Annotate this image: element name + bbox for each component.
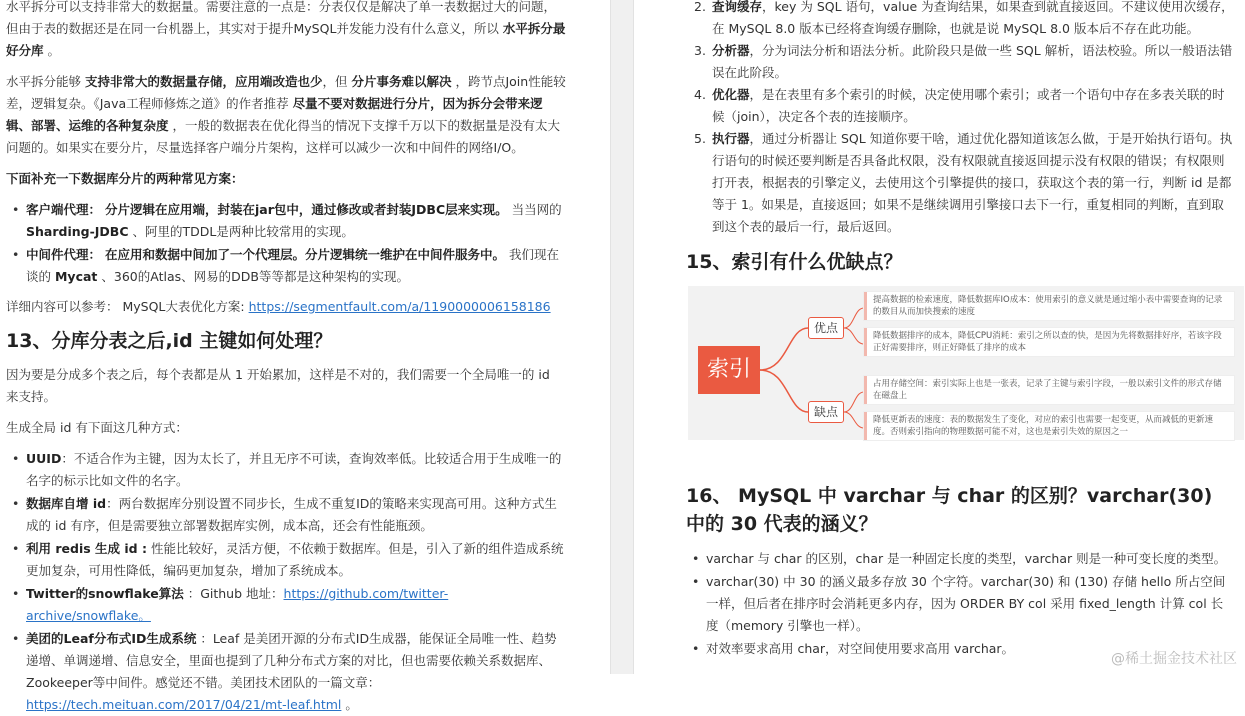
list-item: • 对效率要求高用 char，对空间使用要求高用 varchar。 bbox=[686, 638, 1235, 660]
paragraph-split-tradeoffs: 水平拆分能够 支持非常大的数据量存储，应用端改造也少，但 分片事务难以解决 ，跨节点Join性能较差，逻辑复杂。《Java工程师修炼之道》的作者推荐 尽量不要对数据进行分片，因为拆分会带来逻辑、部署、运维的各种复杂度 ，一般的数据表在优化得当的情况下支撑千万以下的数据量是没有太大问题的。如果实在要分片，尽量选择客户端分片架构，这样可以减少一次和中间件的网络I/O。 bbox=[6, 74, 566, 155]
mindmap-root: 索引 bbox=[698, 346, 760, 394]
list-item: • 利用 redis 生成 id : 性能比较好，灵活方便，不依赖于数据库。但是，引入了新的组件造成系统更加复杂，可用性降低，编码更加复杂，增加了系统成本。 bbox=[6, 538, 566, 582]
heading-13: 13、分库分表之后,id 主键如何处理？ bbox=[6, 330, 333, 352]
list-item: • 美团的Leaf分布式ID生成系统 ：Leaf 是美团开源的分布式ID生成器，能保证全局唯一性、趋势递增、单调递增、信息安全，里面也提到了几种分布式方案的对比，但也需要依赖关系数据库、Zookeeper等中间件。感觉还不错。美团技术团队的一篇文章：https://tech.meituan.com/2017/04/21/mt-leaf.html 。 bbox=[6, 628, 566, 716]
paragraph-sharding-intro: 下面补充一下数据库分片的两种常见方案： bbox=[6, 171, 244, 186]
mindmap-note-con-2: 降低更新表的速度：表的数据发生了变化，对应的索引也需要一起变更，从而减低的更新速度。否则索引指向的物理数据可能不对，这也是索引失效的原因之一 bbox=[864, 412, 1234, 440]
right-page bbox=[634, 0, 1245, 674]
heading-16: 16、 MySQL 中 varchar 与 char 的区别？varchar(30) 中的 30 代表的涵义？ bbox=[686, 485, 1213, 535]
varchar-list bbox=[686, 548, 1235, 660]
meituan-leaf-link[interactable]: https://tech.meituan.com/2017/04/21/mt-leaf.html bbox=[26, 697, 342, 712]
list-item: • 客户端代理： 分片逻辑在应用端，封装在jar包中，通过修改或者封装JDBC层来实现。 当当网的 Sharding-JDBC 、阿里的TDDL是两种比较常用的实现。 bbox=[6, 199, 566, 243]
list-item: 5. 执行器，通过分析器让 SQL 知道你要干啥，通过优化器知道该怎么做，于是开始执行语句。执行语句的时候还要判断是否具备此权限，没有权限就直接返回提示没有权限的错误；有权限则打开表，根据表的引擎定义，去使用这个引擎提供的接口，获取这个表的第一行，判断 id 是都等于 1。如果是，直接返回；如果不是继续调用引擎接口去下一行，重复相同的判断，直到取到这个表的最后一行，最后返回。 bbox=[694, 131, 1233, 234]
list-item: • 数据库自增 id：两台数据库分别设置不同步长，生成不重复ID的策略来实现高可用。这种方式生成的 id 有序，但是需要独立部署数据库实例，成本高，还会有性能瓶颈。 bbox=[6, 493, 566, 537]
mindmap-note-pro-2: 降低数据排序的成本，降低CPU消耗：索引之所以查的快，是因为先将数据排好序，若该字段正好需要排序，则正好降低了排序的成本 bbox=[864, 328, 1234, 356]
list-item: • varchar 与 char 的区别，char 是一种固定长度的类型，varchar 则是一种可变长度的类型。 bbox=[686, 548, 1235, 570]
list-item: • Twitter的snowflake算法 ：Github 地址：https://github.com/twitter-archive/snowflake。 bbox=[6, 583, 566, 627]
page-gutter bbox=[610, 0, 634, 674]
mindmap-node-cons: 缺点 bbox=[808, 401, 844, 423]
id-methods-list bbox=[6, 448, 566, 716]
list-item: 2. 查询缓存，key 为 SQL 语句，value 为查询结果，如果查到就直接返回。不建议使用次缓存，在 MySQL 8.0 版本已经将查询缓存删除，也就是说 MySQL 8.0 版本后不存在此功能。 bbox=[694, 0, 1234, 36]
list-item: 4. 优化器，是在表里有多个索引的时候，决定使用哪个索引；或者一个语句中存在多表关联的时候（join），决定各个表的连接顺序。 bbox=[694, 87, 1225, 124]
index-mindmap bbox=[688, 286, 1244, 440]
site-watermark: @稀土掘金技术社区 bbox=[1111, 651, 1237, 667]
paragraph-horizontal-split: 水平拆分可以支持非常大的数据量。需要注意的一点是：分表仅仅是解决了单一表数据过大的问题，但由于表的数据还是在同一台机器上，其实对于提升MySQL并发能力没有什么意义，所以 水平拆分最好分库 。 bbox=[6, 0, 566, 58]
heading-15: 15、索引有什么优缺点？ bbox=[686, 251, 903, 273]
list-item: • 中间件代理： 在应用和数据中间加了一个代理层。分片逻辑统一维护在中间件服务中。 我们现在谈的 Mycat 、360的Atlas、网易的DDB等等都是这种架构的实现。 bbox=[6, 244, 566, 288]
paragraph-global-id: 因为要是分成多个表之后，每个表都是从 1 开始累加，这样是不对的，我们需要一个全局唯一的 id 来支持。 bbox=[6, 367, 550, 404]
paragraph-reference: 详细内容可以参考： MySQL大表优化方案: https://segmentfault.com/a/1190000006158186 bbox=[6, 299, 551, 314]
mindmap-note-pro-1: 提高数据的检索速度，降低数据库IO成本：使用索引的意义就是通过缩小表中需要查询的记录的数目从而加快搜索的速度 bbox=[864, 292, 1234, 320]
snowflake-link[interactable]: https://github.com/twitter-archive/snowflake。 bbox=[26, 586, 449, 623]
reference-link[interactable]: https://segmentfault.com/a/1190000006158186 bbox=[248, 299, 551, 314]
list-item: • varchar(30) 中 30 的涵义最多存放 30 个字符。varchar(30) 和 (130) 存储 hello 所占空间一样，但后者在排序时会消耗更多内存，因为 ORDER BY col 采用 fixed_length 计算 col 长度（memory 引擎也一样）。 bbox=[686, 571, 1235, 637]
execution-steps-list bbox=[686, 0, 1235, 238]
left-page bbox=[0, 0, 610, 712]
mindmap-note-con-1: 占用存储空间：索引实际上也是一张表，记录了主键与索引字段，一般以索引文件的形式存储在磁盘上 bbox=[864, 376, 1234, 404]
mindmap-node-pros: 优点 bbox=[808, 317, 844, 339]
list-item: 3. 分析器，分为词法分析和语法分析。此阶段只是做一些 SQL 解析，语法校验。所以一般语法错误在此阶段。 bbox=[694, 43, 1233, 80]
paragraph-id-methods: 生成全局 id 有下面这几种方式： bbox=[6, 420, 188, 435]
sharding-list bbox=[6, 199, 566, 288]
list-item: • UUID：不适合作为主键，因为太长了，并且无序不可读，查询效率低。比较适合用于生成唯一的名字的标示比如文件的名字。 bbox=[6, 448, 566, 492]
